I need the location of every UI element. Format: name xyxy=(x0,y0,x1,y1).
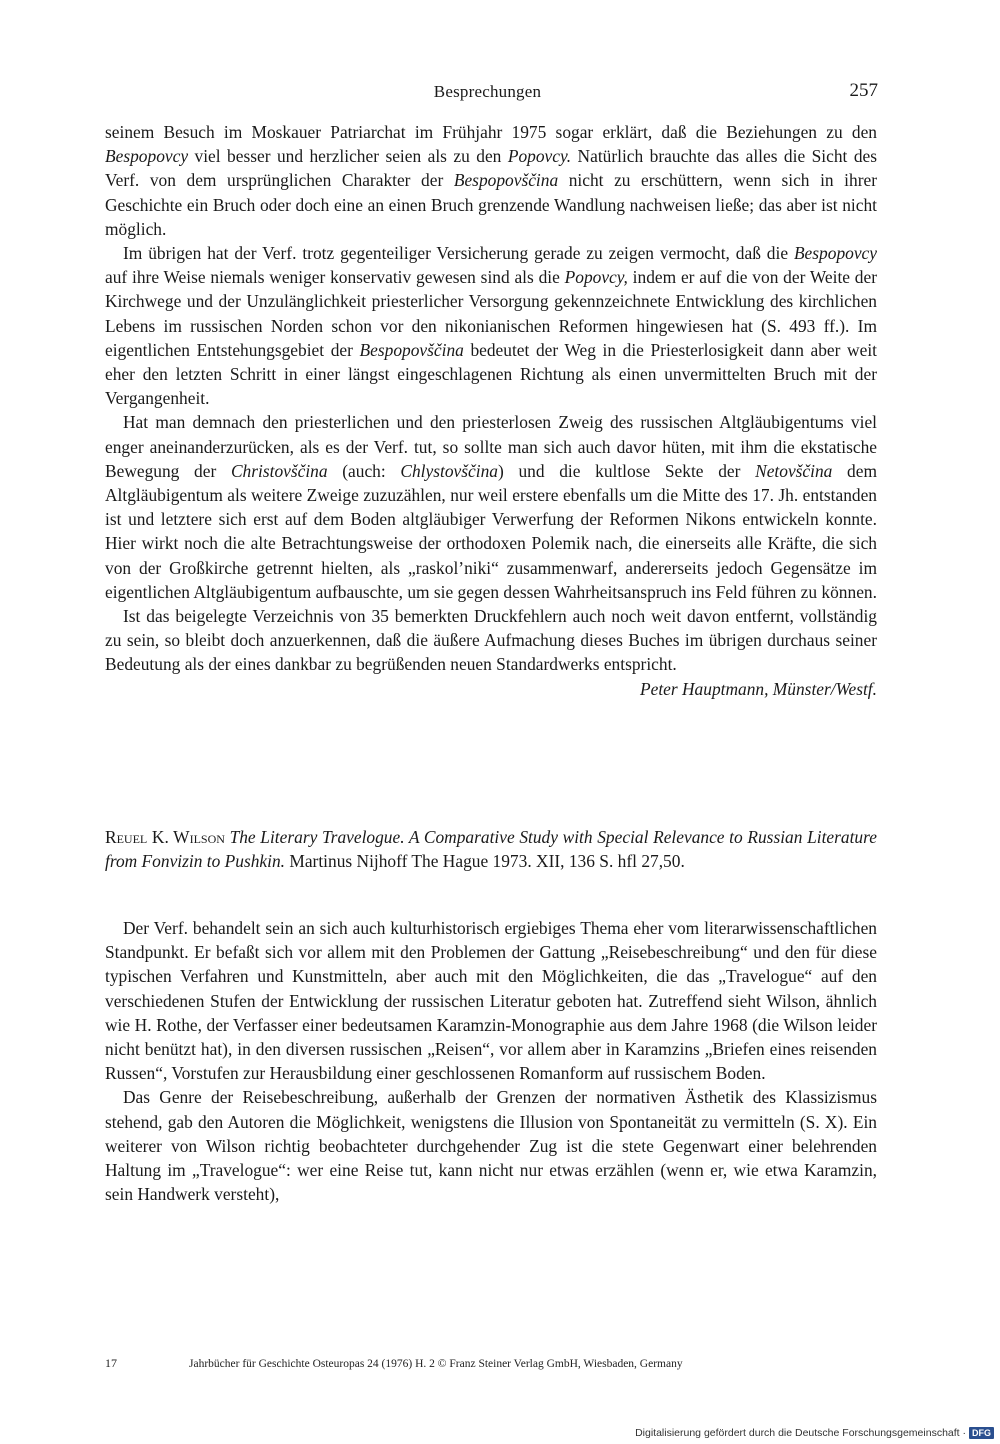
italic-term: Netovščina xyxy=(755,460,833,481)
italic-term: Popovcy. xyxy=(507,146,572,167)
running-title: Besprechungen xyxy=(433,82,542,101)
digitization-text: Digitalisierung gefördert durch die Deutsche Forschungsgemeinschaft · xyxy=(635,1427,966,1439)
text-run: (auch: xyxy=(327,460,401,481)
dfg-logo: DFG xyxy=(969,1427,994,1439)
paragraph-3 xyxy=(105,410,877,604)
paragraph-4: Ist das beigelegte Verzeichnis von 35 bemerkten Druckfehlern auch noch weit davon entfernt, vollständig zu sein, so bleibt doch anzuerkennen, daß die äußere Aufmachung dieses Buches im übrigen durchaus seiner Bedeutung als der eines dankbar zu begrüßenden neuen Standardwerks entspricht. xyxy=(105,606,877,675)
text-run: Hat man demnach den priesterlichen und den priesterlosen Zweig des russischen Altgläubigentums viel enger aneinanderzurücken, als es der Verf. tut, so sollte man sich auch davor hüten, mit ihm die ekstatische Bewegung der xyxy=(105,412,877,481)
italic-term: Bespopovcy xyxy=(793,243,877,264)
book-title: The Literary Travelogue. A Comparative Study with Special Relevance to Russian Literature from Fonvizin to Pushkin. xyxy=(105,827,877,872)
italic-term: Bespopovščina xyxy=(453,170,559,191)
text-run: Im übrigen hat der Verf. trotz gegenteiliger Versicherung gerade zu zeigen vermocht, daß die xyxy=(123,243,794,264)
review-wilson-body xyxy=(105,916,877,1206)
italic-term: Popovcy, xyxy=(564,267,628,288)
text-run: seinem Besuch im Moskauer Patriarchat im Frühjahr 1975 sogar erklärt, daß die Beziehungen zu den xyxy=(105,122,877,142)
text-run: nicht zu erschüttern, wenn sich in ihrer Geschichte ein Bruch oder doch eine an einen Bruch grenzende Wandlung nachweisen ließe; das aber ist nicht möglich. xyxy=(105,170,877,239)
book-citation xyxy=(105,825,877,873)
digitization-notice xyxy=(635,1427,994,1439)
book-publisher: Martinus Nijhoff The Hague 1973. XII, 136 S. hfl 27,50. xyxy=(285,851,685,872)
signature-mark: 17 xyxy=(105,1356,117,1370)
paragraph-6: Das Genre der Reisebeschreibung, außerhalb der Grenzen der normativen Ästhetik des Klassizismus stehend, gab den Autoren die Möglichkeit, wenigstens die Illusion von Spontaneität zu vermitteln (S. X). Ein weiterer von Wilson richtig beobachteter durchgehender Zug ist die stete Gegenwart einer belehrenden Haltung im „Travelogue“: wer eine Reise tut, kann nicht nur etwas erzählen (wenn er, wie etwa Karamzin, sein Handwerk versteht), xyxy=(105,1087,877,1205)
review-hauptmann-body xyxy=(105,120,877,701)
text-run: Natürlich brauchte das alles die Sicht des Verf. von dem ursprünglichen Charakter der xyxy=(105,146,878,191)
text-run: indem er auf die von der Weite der Kirchwege und der Unzulänglichkeit priesterlicher Versorgung gekennzeichnete Entwicklung des kirchlichen Lebens im russischen Norden schon vor den nikonianischen Reformen hingewiesen hat (S. 493 ff.). Im eigentlichen Entstehungsgebiet der xyxy=(105,267,877,360)
italic-term: Bespopovcy xyxy=(105,146,189,167)
italic-term: Bespopovščina xyxy=(359,339,464,360)
text-run: dem Altgläubigentum als weitere Zweige zuzuzählen, nur weil erstere ebenfalls um die Mitte des 17. Jh. entstanden ist und letztere sich erst auf dem Boden altgläubiger Verwerfung der Reformen Nikons entwickeln konnte. Hier wirkt noch die alte Betrachtungsweise der orthodoxen Polemik nach, die einerseits alle Kräfte, die sich von der Großkirche getrennt hielten, als „raskol’niki“ zusammenwarf, andererseits jedoch Gegensätze im eigentlichen Altgläubigentum aufbauschte, um sie gegen dessen Wahrheitsanspruch ins Feld führen zu können. xyxy=(105,460,877,602)
journal-line: Jahrbücher für Geschichte Osteuropas 24 (1976) H. 2 © Franz Steiner Verlag GmbH, Wiesbaden, Germany xyxy=(189,1358,683,1370)
text-run: viel besser und herzlicher seien als zu den xyxy=(188,146,508,167)
book-author: Reuel K. Wilson xyxy=(105,827,225,847)
italic-term: Christovščina xyxy=(230,460,328,481)
running-head xyxy=(0,82,1000,108)
page-number: 257 xyxy=(849,80,878,101)
page-footer xyxy=(105,1356,895,1371)
text-run: bedeutet der Weg in die Priesterlosigkeit dann aber weit eher den letzten Schritt in einer längst eingeschlagenen Richtung als einen unvermittelten Bruch mit der Vergangenheit. xyxy=(105,339,877,409)
italic-term: Chlystovščina xyxy=(400,460,498,481)
paragraph-1 xyxy=(105,120,877,241)
text-run: ) und die kultlose Sekte der xyxy=(497,460,756,481)
paragraph-2 xyxy=(105,241,877,410)
reviewer-signature: Peter Hauptmann, Münster/Westf. xyxy=(639,678,877,699)
paragraph-5: Der Verf. behandelt sein an sich auch kulturhistorisch ergiebiges Thema eher vom literarwissenschaftlichen Standpunkt. Er befaßt sich vor allem mit den Problemen der Gattung „Reisebeschreibung“ und den für diese typischen Verfahren und Kunstmitteln, aber auch mit den Möglichkeiten, die das „Travelogue“ auf den verschiedenen Stufen der Entwicklung der russischen Literatur geboten hat. Zutreffend sieht Wilson, ähnlich wie H. Rothe, der Verfasser einer bedeutsamen Karamzin-Monographie aus dem Jahre 1968 (die Wilson leider nicht benützt hat), in den diversen russischen „Reisen“, vor allem aber in Karamzins „Briefen eines reisenden Russen“, Vorstufen zur Herausbildung einer geschlossenen Romanform auf russischem Boden. xyxy=(105,918,877,1084)
text-run: auf ihre Weise niemals weniger konservativ gewesen sind als die xyxy=(105,267,565,288)
